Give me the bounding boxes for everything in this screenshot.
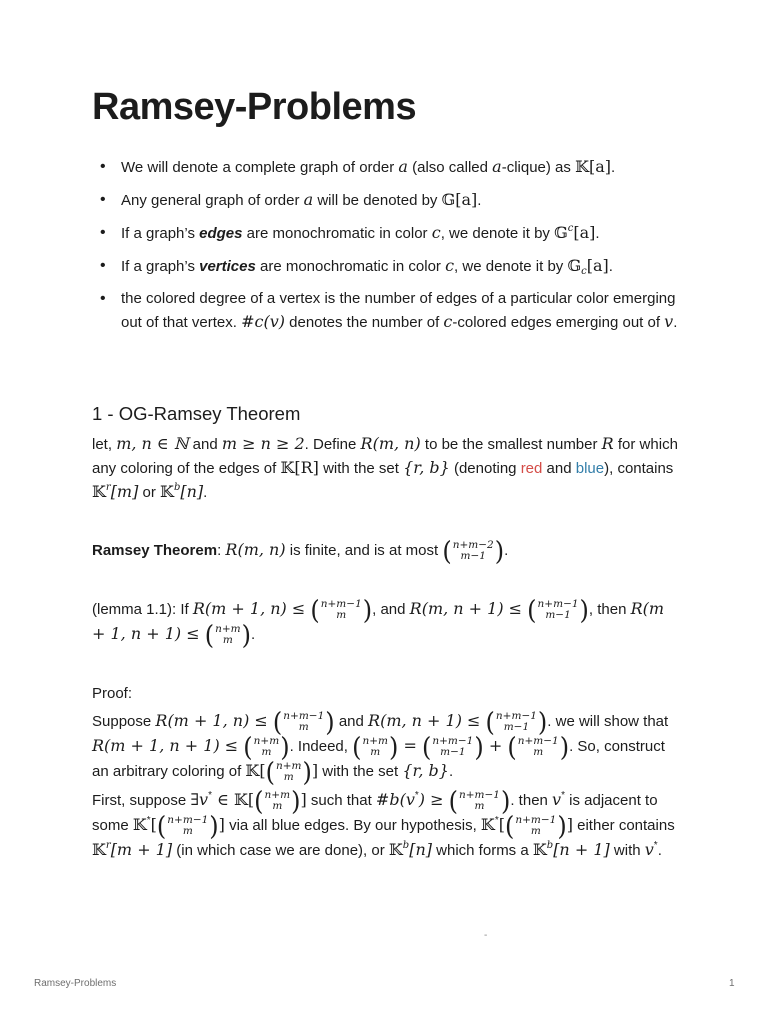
blue-word: blue	[575, 460, 605, 477]
page-title: Ramsey-Problems	[92, 86, 417, 128]
footer-title: Ramsey-Problems	[34, 978, 117, 989]
list-item: • the colored degree of a vertex is the number of edges of a particular color emerging out of that vertex. #c(v) denotes the number of c-colored edges emerging out of v.	[92, 288, 682, 334]
proof-label: Proof:	[92, 685, 133, 702]
theorem-statement: Ramsey Theorem: R(m, n) is finite, and is at most ( n+m−2 m−1 ) .	[92, 535, 509, 567]
proof-paragraph-1: Suppose R(m + 1, n) ≤ ( n+m−1 m ) and R(m, n + 1) ≤ ( n+m−1 m−1 ) . we will show that R(m + 1, n + 1) ≤ ( n+m m ) . Indeed, ( n+m m ) = ( n+m−1 m−1 ) + ( n+m−1 m ) . So, construct an arbitrary coloring of 𝕂[ ( n+m m ) ] with the set {r, b}.	[92, 706, 669, 788]
red-word: red	[520, 460, 543, 477]
list-item: • Any general graph of order a will be denoted by 𝔾[a].	[92, 189, 682, 213]
stray-mark: -	[484, 930, 488, 941]
list-item: • If a graph’s edges are monochromatic in color c, we denote it by 𝔾$^c$[a].	[92, 222, 682, 246]
list-item: • If a graph’s vertices are monochromatic in color c, we denote it by 𝔾$_c$[a].	[92, 255, 682, 279]
proof-paragraph-2: First, suppose ∃v* ∈ 𝕂[ ( n+m m ) ] such that #b(v*) ≥ ( n+m−1 m ) . then v* is adjacent to some 𝕂*[ ( n+m−1 m ) ] via all blue edges. By our hypothesis, 𝕂*[ ( n+m−1 m ) ] either contains 𝕂$^r$[m + 1] (in which case we are done), or 𝕂$^b$[n] which forms a 𝕂$^b$[n + 1] with v*.	[92, 785, 675, 860]
list-item: • We will denote a complete graph of order a (also called a-clique) as 𝕂[a].	[92, 156, 682, 180]
notation-list	[92, 156, 682, 344]
section-heading: 1 - OG-Ramsey Theorem	[92, 403, 301, 424]
page-number: 1	[729, 978, 735, 989]
lemma-statement: (lemma 1.1): If R(m + 1, n) ≤ ( n+m−1 m ) , and R(m, n + 1) ≤ ( n+m−1 m−1 ) , then R(m + 1, n + 1) ≤ ( n+m m ) .	[92, 594, 665, 651]
definition-paragraph: let, m, n ∈ ℕ and m ≥ n ≥ 2. Define R(m, n) to be the smallest number R for which any coloring of the edges of 𝕂[R] with the set {r, b} (denoting red and blue), contains 𝕂$^r$[m] or 𝕂$^b$[n].	[92, 434, 678, 501]
